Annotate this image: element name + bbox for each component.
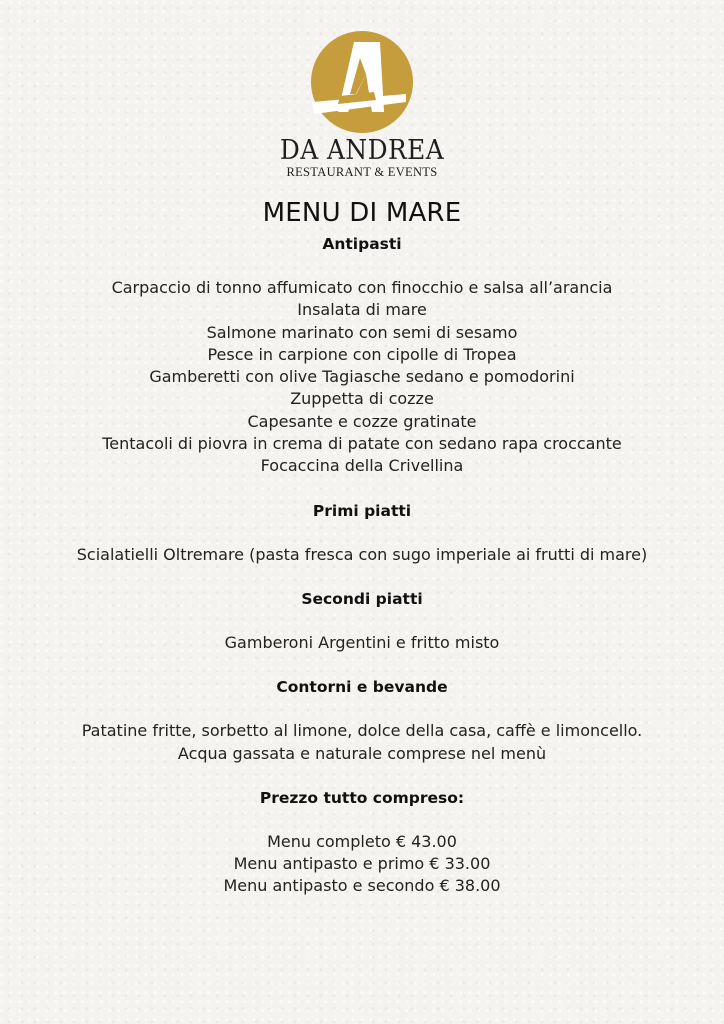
- brand-header: [0, 30, 724, 178]
- menu-body: [0, 193, 724, 898]
- menu-item: Pesce in carpione con cipolle di Tropea: [207, 344, 517, 364]
- menu-item: Scialatielli Oltremare (pasta fresca con sugo imperiale ai frutti di mare): [76, 544, 648, 564]
- menu-item: Zuppetta di cozze: [290, 389, 434, 409]
- spacer: [0, 478, 724, 500]
- section-title-secondi: Secondi piatti: [301, 589, 423, 608]
- spacer: [0, 809, 724, 831]
- price-item: Menu completo € 43.00: [267, 831, 457, 851]
- menu-title: MENU DI MARE: [262, 198, 462, 228]
- menu-item: Gamberoni Argentini e fritto misto: [224, 632, 500, 652]
- section-title-prezzo: Prezzo tutto compreso:: [259, 788, 465, 807]
- spacer: [0, 566, 724, 588]
- section-title-contorni: Contorni e bevande: [276, 678, 448, 697]
- menu-item: Carpaccio di tonno affumicato con finocchio e salsa all’arancia: [111, 278, 613, 297]
- menu-item: Focaccina della Crivellina: [260, 456, 464, 476]
- price-item: Menu antipasto e secondo € 38.00: [223, 876, 501, 896]
- spacer: [0, 255, 724, 277]
- spacer: [0, 522, 724, 544]
- menu-item: Acqua gassata e naturale comprese nel menù: [177, 743, 547, 763]
- section-title-primi: Primi piatti: [312, 501, 412, 520]
- brand-subtitle: RESTAURANT & EVENTS: [286, 165, 438, 179]
- letter-a-gold-circle-logo-icon: [310, 30, 414, 134]
- spacer: [0, 610, 724, 632]
- menu-item: Patatine fritte, sorbetto al limone, dolce della casa, caffè e limoncello.: [81, 721, 643, 741]
- spacer: [0, 765, 724, 787]
- menu-item: Insalata di mare: [297, 300, 427, 320]
- menu-item: Gamberetti con olive Tagiasche sedano e pomodorini: [149, 367, 575, 387]
- menu-item: Tentacoli di piovra in crema di patate con sedano rapa croccante: [102, 434, 622, 454]
- section-title-antipasti: Antipasti: [322, 235, 402, 253]
- menu-item: Salmone marinato con semi di sesamo: [206, 322, 518, 342]
- spacer: [0, 654, 724, 676]
- price-item: Menu antipasto e primo € 33.00: [233, 854, 491, 874]
- brand-name: DA ANDREA: [279, 135, 445, 166]
- spacer: [0, 698, 724, 720]
- menu-item: Capesante e cozze gratinate: [247, 411, 477, 431]
